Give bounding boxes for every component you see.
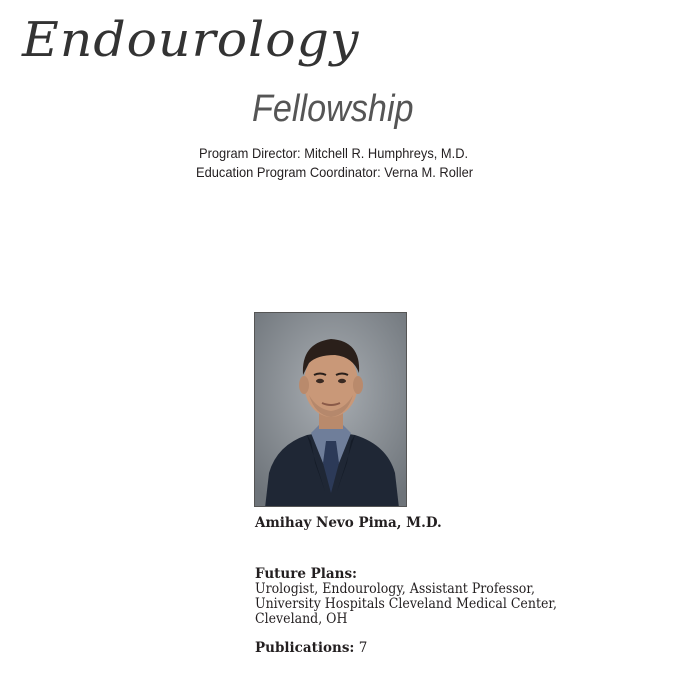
program-director: Program Director: Mitchell R. Humphreys, M.D. — [199, 145, 469, 161]
page-subtitle: Fellowship — [252, 88, 414, 130]
publications-section — [255, 640, 367, 656]
publications-label: Publications: — [255, 640, 355, 656]
program-coordinator: Education Program Coordinator: Verna M. Roller — [196, 164, 474, 180]
future-plans-line: University Hospitals Cleveland Medical Center, — [255, 596, 558, 612]
fellow-portrait-photo — [254, 312, 407, 507]
portrait-illustration — [255, 313, 407, 507]
future-plans-line: Urologist, Endourology, Assistant Professor, — [255, 581, 535, 597]
future-plans-line: Cleveland, OH — [255, 611, 348, 627]
future-plans-section — [255, 566, 580, 627]
future-plans-heading: Future Plans: — [255, 566, 358, 582]
fellow-name: Amihay Nevo Pima, M.D. — [255, 515, 442, 531]
page-script-title: Endourology — [22, 12, 360, 68]
publications-count: 7 — [358, 640, 368, 656]
